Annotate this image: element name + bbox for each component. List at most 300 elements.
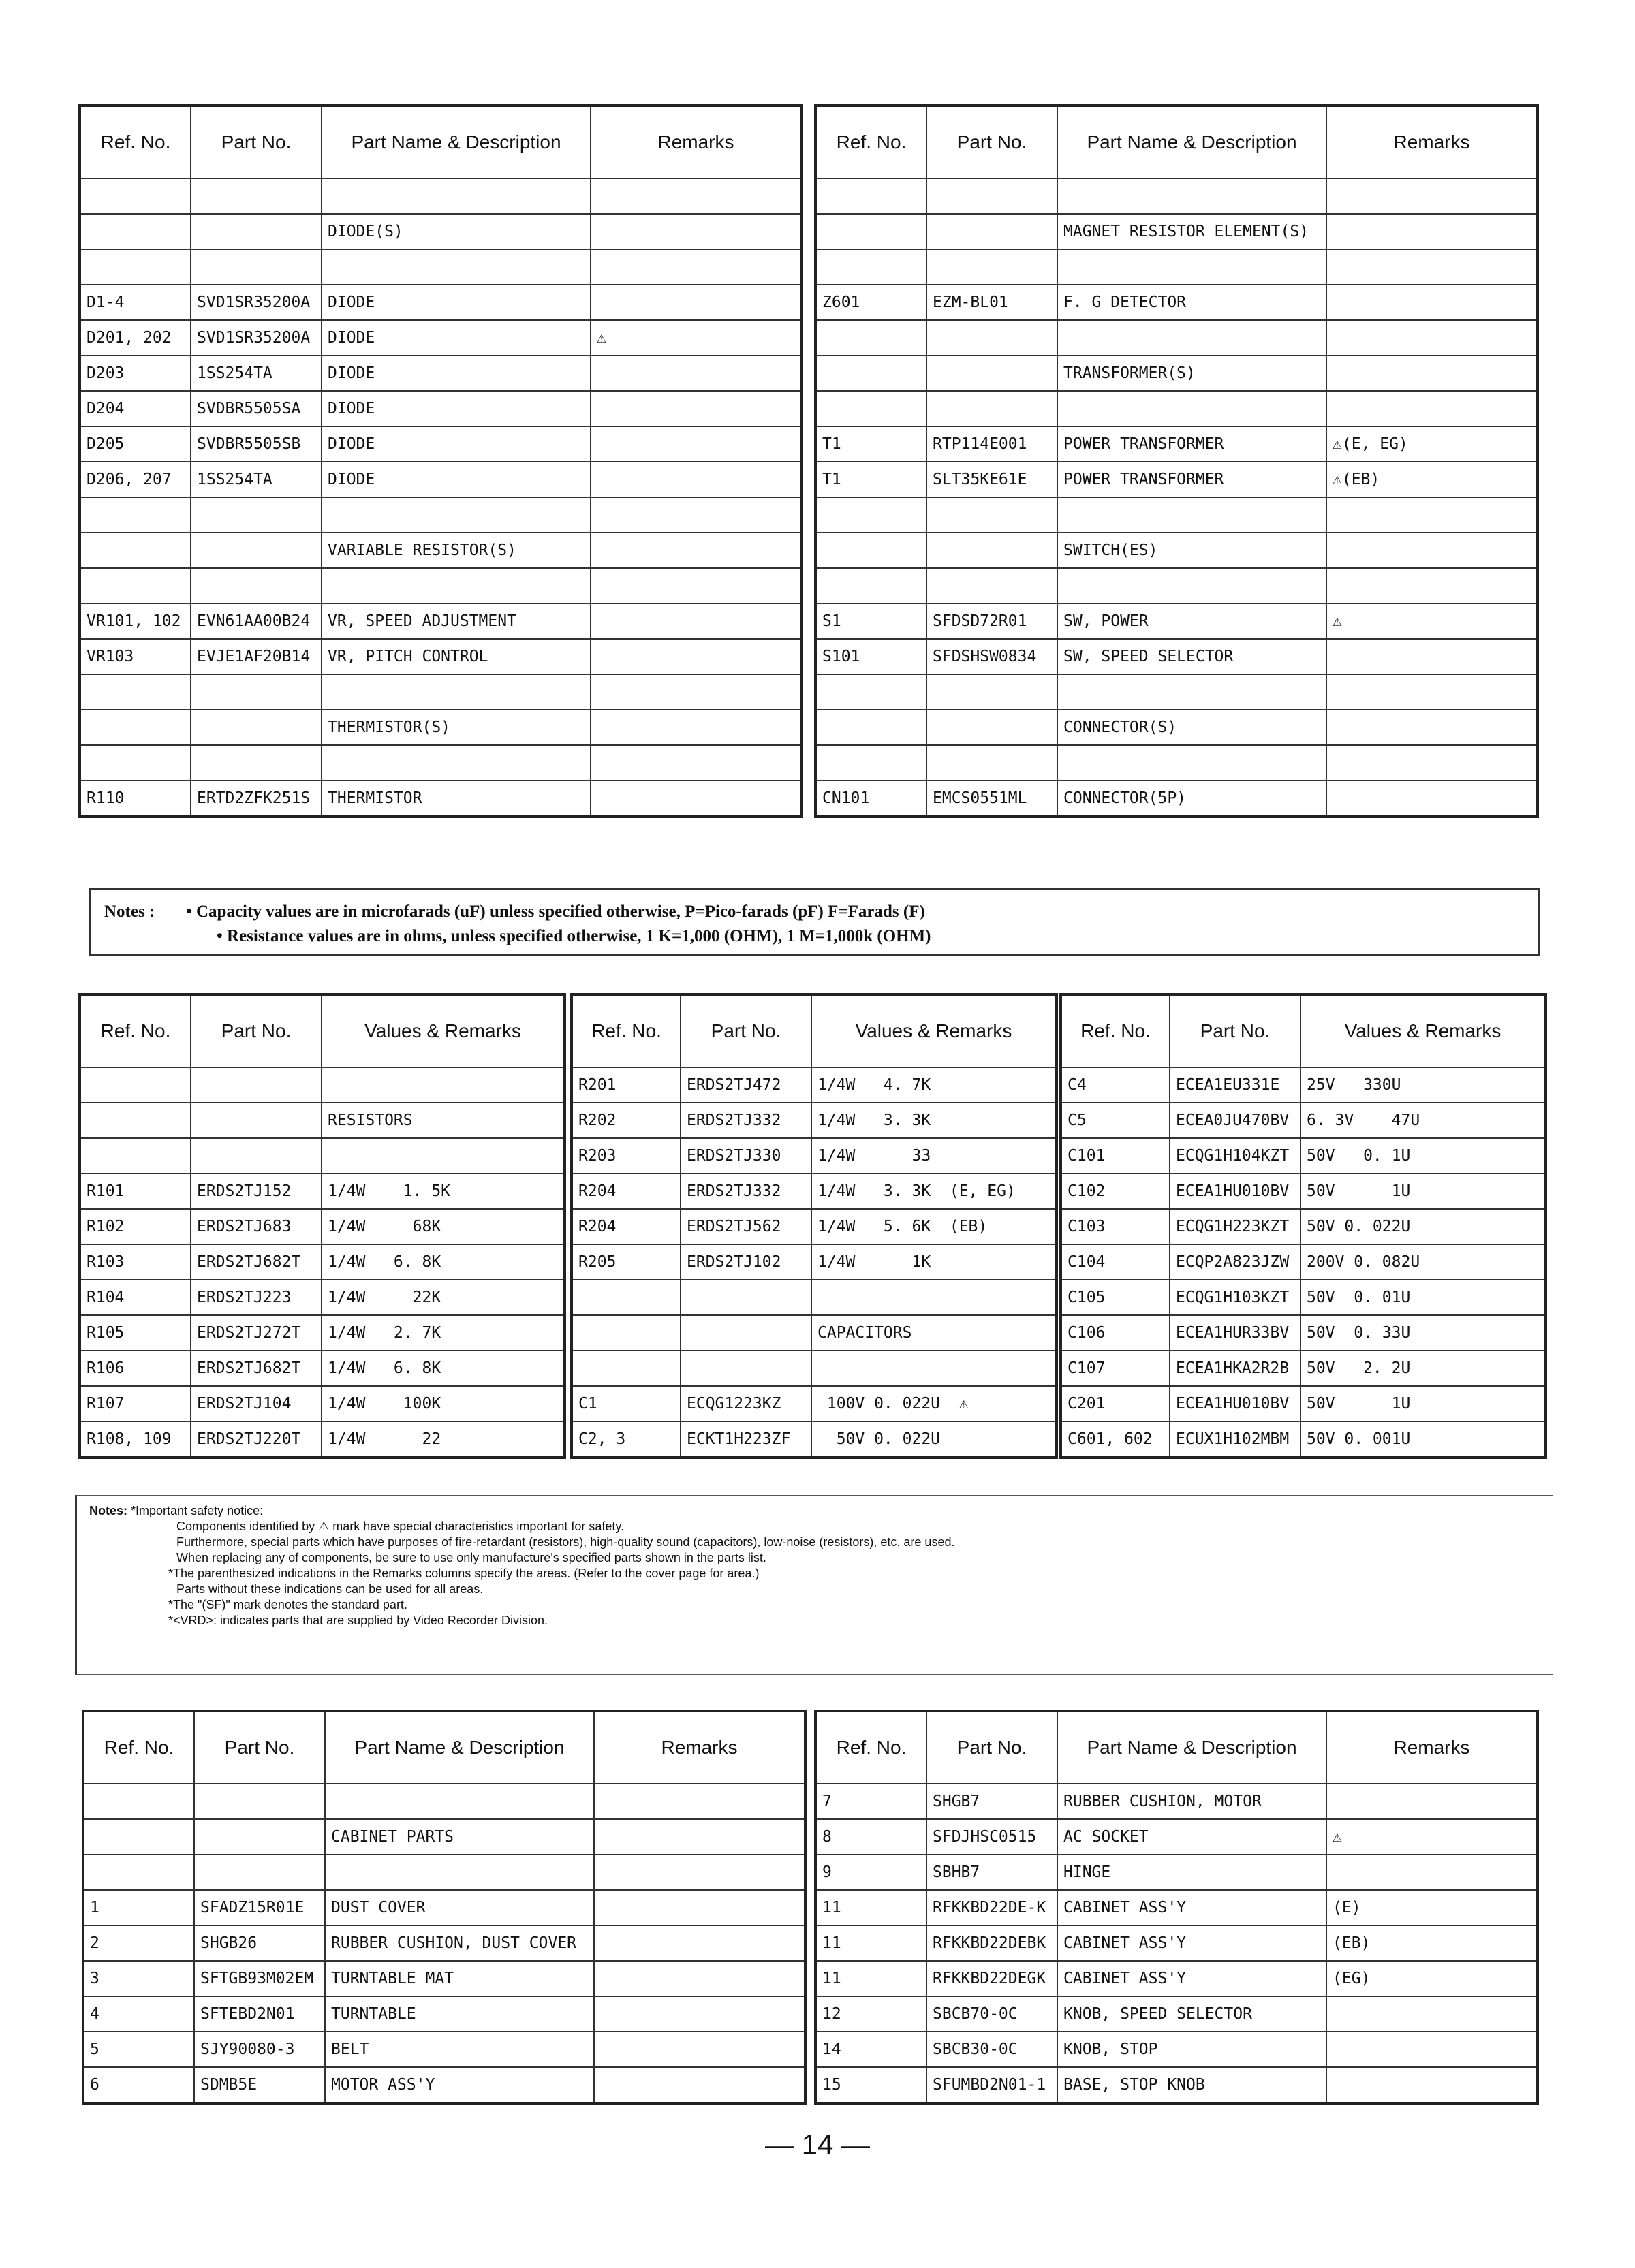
part-no-cell [926, 178, 1057, 214]
ref-no-cell [80, 214, 191, 249]
part-name-cell: TURNTABLE MAT [325, 1961, 594, 1996]
table-row [80, 1067, 565, 1103]
part-no-cell [191, 178, 322, 214]
remarks-cell [1326, 320, 1538, 356]
ref-no-cell [815, 391, 926, 426]
remarks-cell: (EB) [1326, 1925, 1538, 1961]
col-values-remarks: Values & Remarks [1301, 994, 1546, 1067]
part-name-cell [322, 178, 591, 214]
table-row [80, 1351, 565, 1386]
part-name-cell: BELT [325, 2032, 594, 2067]
part-name-cell: RUBBER CUSHION, MOTOR [1057, 1784, 1326, 1819]
values-remarks-cell: 1/4W 22K [322, 1280, 565, 1315]
ref-no-cell: C102 [1061, 1174, 1170, 1209]
safety-note-line: When replacing any of components, be sure to use only manufacture's specified parts shown in the parts list. [176, 1551, 766, 1564]
table-row [83, 1784, 805, 1819]
ref-no-cell: R107 [80, 1386, 191, 1421]
col-part-no: Part No. [926, 106, 1057, 178]
ref-no-cell: R110 [80, 781, 191, 817]
table-row [80, 462, 802, 497]
part-no-cell: ECKT1H223ZF [681, 1421, 811, 1458]
remarks-cell [591, 568, 802, 603]
ref-no-cell [815, 320, 926, 356]
remarks-cell [591, 497, 802, 533]
remarks-cell: ⚠ [1326, 1819, 1538, 1855]
part-name-cell: SW, POWER [1057, 603, 1326, 639]
values-remarks-cell: 50V 1U [1301, 1174, 1546, 1209]
ref-no-cell [80, 178, 191, 214]
part-no-cell: ERDS2TJ562 [681, 1209, 811, 1244]
ref-no-cell: C5 [1061, 1103, 1170, 1138]
remarks-cell [1326, 2067, 1538, 2103]
values-remarks-cell [322, 1067, 565, 1103]
part-name-cell: HINGE [1057, 1855, 1326, 1890]
ref-no-cell: 12 [815, 1996, 926, 2032]
sf-mark-note: *The "(SF)" mark denotes the standard part. [168, 1598, 407, 1611]
table-header-row [815, 1711, 1538, 1784]
remarks-cell [591, 285, 802, 320]
ref-no-cell [80, 497, 191, 533]
part-no-cell: EVN61AA00B24 [191, 603, 322, 639]
ref-no-cell [815, 178, 926, 214]
transformer-switch-table [814, 104, 1539, 818]
part-no-cell [926, 249, 1057, 285]
table-row [572, 1174, 1057, 1209]
part-name-cell: SWITCH(ES) [1057, 533, 1326, 568]
values-remarks-cell: 1/4W 22 [322, 1421, 565, 1458]
values-remarks-cell: 1/4W 3. 3K (E, EG) [811, 1174, 1057, 1209]
table-row [83, 1890, 805, 1925]
remarks-cell [1326, 249, 1538, 285]
remarks-cell [594, 1855, 805, 1890]
part-no-cell: ECQG1H223KZT [1170, 1209, 1301, 1244]
values-remarks-cell [322, 1138, 565, 1174]
ref-no-cell: CN101 [815, 781, 926, 817]
part-no-cell: ECEA1EU331E [1170, 1067, 1301, 1103]
table-body [1061, 1067, 1546, 1458]
part-name-cell: TURNTABLE [325, 1996, 594, 2032]
part-name-cell: TRANSFORMER(S) [1057, 356, 1326, 391]
part-no-cell [191, 1138, 322, 1174]
ref-no-cell: 4 [83, 1996, 194, 2032]
ref-no-cell: C1 [572, 1386, 681, 1421]
part-no-cell: SLT35KE61E [926, 462, 1057, 497]
part-name-cell: POWER TRANSFORMER [1057, 462, 1326, 497]
ref-no-cell: 15 [815, 2067, 926, 2103]
part-no-cell: ECUX1H102MBM [1170, 1421, 1301, 1458]
part-no-cell: SJY90080-3 [194, 2032, 325, 2067]
table-row [1061, 1421, 1546, 1458]
ref-no-cell: D204 [80, 391, 191, 426]
part-no-cell: ERDS2TJ272T [191, 1315, 322, 1351]
safety-notice-title: *Important safety notice: [131, 1504, 264, 1517]
col-ref-no: Ref. No. [815, 106, 926, 178]
table-row [815, 249, 1538, 285]
ref-no-cell [815, 497, 926, 533]
table-row [815, 710, 1538, 745]
values-remarks-cell: 1/4W 33 [811, 1138, 1057, 1174]
ref-no-cell [815, 568, 926, 603]
diode-parts-table-block [78, 104, 800, 818]
ref-no-cell: C104 [1061, 1244, 1170, 1280]
part-no-cell: ERDS2TJ472 [681, 1067, 811, 1103]
remarks-cell [594, 1784, 805, 1819]
part-no-cell [681, 1280, 811, 1315]
part-name-cell: DIODE [322, 391, 591, 426]
part-no-cell: SHGB26 [194, 1925, 325, 1961]
transformer-switch-table-block [814, 104, 1536, 818]
part-name-cell [322, 568, 591, 603]
col-ref-no: Ref. No. [80, 106, 191, 178]
values-remarks-cell: 200V 0. 082U [1301, 1244, 1546, 1280]
ref-no-cell [80, 1138, 191, 1174]
ref-no-cell [80, 674, 191, 710]
ref-no-cell [83, 1855, 194, 1890]
table-row [83, 1961, 805, 1996]
ref-no-cell: 9 [815, 1855, 926, 1890]
values-remarks-cell: 1/4W 3. 3K [811, 1103, 1057, 1138]
ref-no-cell [815, 533, 926, 568]
col-remarks: Remarks [594, 1711, 805, 1784]
table-row [80, 391, 802, 426]
table-row [80, 745, 802, 781]
col-part-name: Part Name & Description [1057, 106, 1326, 178]
remarks-cell [591, 674, 802, 710]
table-row [80, 356, 802, 391]
part-name-cell: CABINET ASS'Y [1057, 1925, 1326, 1961]
ref-no-cell: D206, 207 [80, 462, 191, 497]
diode-parts-table [78, 104, 803, 818]
values-remarks-cell: 1/4W 1K [811, 1244, 1057, 1280]
table-row [815, 1996, 1538, 2032]
ref-no-cell: 14 [815, 2032, 926, 2067]
remarks-cell [1326, 745, 1538, 781]
part-name-cell: MAGNET RESISTOR ELEMENT(S) [1057, 214, 1326, 249]
remarks-cell: ⚠ [1326, 603, 1538, 639]
part-name-cell [322, 249, 591, 285]
part-name-cell: VR, PITCH CONTROL [322, 639, 591, 674]
part-no-cell [926, 745, 1057, 781]
table-row [80, 426, 802, 462]
part-no-cell: ERDS2TJ330 [681, 1138, 811, 1174]
ref-no-cell [80, 249, 191, 285]
remarks-cell [1326, 568, 1538, 603]
part-name-cell: CABINET PARTS [325, 1819, 594, 1855]
ref-no-cell [572, 1351, 681, 1386]
part-no-cell: EVJE1AF20B14 [191, 639, 322, 674]
part-no-cell: SFADZ15R01E [194, 1890, 325, 1925]
part-no-cell: SVD1SR35200A [191, 320, 322, 356]
ref-no-cell [80, 745, 191, 781]
ref-no-cell: R202 [572, 1103, 681, 1138]
remarks-cell [1326, 1855, 1538, 1890]
table-row [80, 1421, 565, 1458]
table-body [815, 1784, 1538, 2103]
part-name-cell [1057, 249, 1326, 285]
part-name-cell: THERMISTOR [322, 781, 591, 817]
resistors-capacitors-table [570, 993, 1058, 1459]
table-row [572, 1067, 1057, 1103]
remarks-cell: (EG) [1326, 1961, 1538, 1996]
part-name-cell [322, 745, 591, 781]
part-no-cell: SFTEBD2N01 [194, 1996, 325, 2032]
part-name-cell: CONNECTOR(5P) [1057, 781, 1326, 817]
remarks-cell [591, 462, 802, 497]
values-remarks-cell: 50V 2. 2U [1301, 1351, 1546, 1386]
remarks-cell [594, 1890, 805, 1925]
table-row [815, 178, 1538, 214]
table-row [815, 320, 1538, 356]
ref-no-cell [80, 568, 191, 603]
remarks-cell [591, 745, 802, 781]
area-note-line: Parts without these indications can be used for all areas. [176, 1582, 484, 1596]
ref-no-cell: R106 [80, 1351, 191, 1386]
part-no-cell [194, 1819, 325, 1855]
remarks-cell [594, 2032, 805, 2067]
table-body [80, 178, 802, 817]
capacitors-table-block [1059, 993, 1544, 1459]
table-row [80, 1174, 565, 1209]
ref-no-cell: R108, 109 [80, 1421, 191, 1458]
table-row [1061, 1067, 1546, 1103]
part-no-cell: ECEA0JU470BV [1170, 1103, 1301, 1138]
values-remarks-cell: 1/4W 1. 5K [322, 1174, 565, 1209]
ref-no-cell [572, 1280, 681, 1315]
table-row [815, 497, 1538, 533]
values-remarks-cell: 1/4W 6. 8K [322, 1244, 565, 1280]
part-name-cell [1057, 178, 1326, 214]
part-no-cell [194, 1855, 325, 1890]
part-name-cell: BASE, STOP KNOB [1057, 2067, 1326, 2103]
table-row [80, 603, 802, 639]
part-no-cell [681, 1315, 811, 1351]
values-remarks-cell: 6. 3V 47U [1301, 1103, 1546, 1138]
part-name-cell: DIODE [322, 426, 591, 462]
table-row [572, 1209, 1057, 1244]
remarks-cell [591, 710, 802, 745]
part-name-cell: DIODE [322, 285, 591, 320]
part-no-cell: SFUMBD2N01-1 [926, 2067, 1057, 2103]
values-remarks-cell: RESISTORS [322, 1103, 565, 1138]
col-values-remarks: Values & Remarks [811, 994, 1057, 1067]
ref-no-cell: 5 [83, 2032, 194, 2067]
part-no-cell: SFTGB93M02EM [194, 1961, 325, 1996]
table-row [815, 745, 1538, 781]
remarks-cell [591, 356, 802, 391]
part-no-cell [191, 533, 322, 568]
ref-no-cell: 11 [815, 1890, 926, 1925]
table-body [572, 1067, 1057, 1458]
table-row [80, 674, 802, 710]
part-name-cell: F. G DETECTOR [1057, 285, 1326, 320]
resistors-capacitors-table-block [570, 993, 1055, 1459]
col-remarks: Remarks [1326, 106, 1538, 178]
values-remarks-cell: 50V 0. 33U [1301, 1315, 1546, 1351]
ref-no-cell: 11 [815, 1961, 926, 1996]
values-remarks-cell: 1/4W 6. 8K [322, 1351, 565, 1386]
values-remarks-cell: 100V 0. 022U ⚠ [811, 1386, 1057, 1421]
values-remarks-cell [811, 1351, 1057, 1386]
table-row [80, 1244, 565, 1280]
table-row [1061, 1280, 1546, 1315]
table-body [83, 1784, 805, 2103]
part-no-cell: RFKKBD22DE-K [926, 1890, 1057, 1925]
part-no-cell [191, 1103, 322, 1138]
part-name-cell: DIODE [322, 320, 591, 356]
ref-no-cell: C201 [1061, 1386, 1170, 1421]
table-row [572, 1280, 1057, 1315]
values-remarks-cell: 1/4W 68K [322, 1209, 565, 1244]
part-name-cell [322, 674, 591, 710]
cabinet-parts-table-2 [814, 1710, 1539, 2105]
ref-no-cell [815, 356, 926, 391]
part-name-cell: VR, SPEED ADJUSTMENT [322, 603, 591, 639]
table-row [815, 639, 1538, 674]
remarks-cell [1326, 781, 1538, 817]
ref-no-cell [815, 214, 926, 249]
remarks-cell [591, 249, 802, 285]
ref-no-cell: T1 [815, 462, 926, 497]
table-row [83, 1819, 805, 1855]
part-no-cell [191, 568, 322, 603]
page-number: — 14 — [764, 2128, 871, 2160]
part-name-cell [1057, 745, 1326, 781]
col-ref-no: Ref. No. [815, 1711, 926, 1784]
table-row [80, 178, 802, 214]
values-remarks-cell: 1/4W 2. 7K [322, 1315, 565, 1351]
remarks-cell [1326, 2032, 1538, 2067]
part-no-cell: ERDS2TJ682T [191, 1244, 322, 1280]
ref-no-cell [80, 710, 191, 745]
part-no-cell: SDMB5E [194, 2067, 325, 2103]
part-name-cell [322, 497, 591, 533]
ref-no-cell: C601, 602 [1061, 1421, 1170, 1458]
part-no-cell: ECEA1HU010BV [1170, 1174, 1301, 1209]
cabinet-parts-table-2-block [814, 1710, 1536, 2105]
part-no-cell: SHGB7 [926, 1784, 1057, 1819]
ref-no-cell: R101 [80, 1174, 191, 1209]
part-no-cell [191, 745, 322, 781]
cabinet-parts-table-block [82, 1710, 804, 2105]
safety-note-line: Furthermore, special parts which have purposes of fire-retardant (resistors), high-quality sound (capacitors), low-noise (resistors), etc. are used. [176, 1535, 955, 1549]
table-row [1061, 1244, 1546, 1280]
remarks-cell [591, 214, 802, 249]
capacity-note: • Capacity values are in microfarads (uF) unless specified otherwise, P=Pico-farads (pF) F=Farads (F) [186, 902, 925, 921]
ref-no-cell: Z601 [815, 285, 926, 320]
remarks-cell [1326, 639, 1538, 674]
ref-no-cell: C103 [1061, 1209, 1170, 1244]
part-no-cell [926, 674, 1057, 710]
values-remarks-cell: 50V 0. 01U [1301, 1280, 1546, 1315]
col-part-no: Part No. [191, 994, 322, 1067]
values-remarks-cell: 50V 0. 001U [1301, 1421, 1546, 1458]
ref-no-cell: D205 [80, 426, 191, 462]
table-row [83, 2067, 805, 2103]
part-name-cell [1057, 391, 1326, 426]
ref-no-cell: D1-4 [80, 285, 191, 320]
table-header-row [572, 994, 1057, 1067]
part-no-cell: RTP114E001 [926, 426, 1057, 462]
part-name-cell: RUBBER CUSHION, DUST COVER [325, 1925, 594, 1961]
table-row [83, 2032, 805, 2067]
ref-no-cell: C105 [1061, 1280, 1170, 1315]
table-row [1061, 1103, 1546, 1138]
ref-no-cell: 3 [83, 1961, 194, 1996]
resistance-note: • Resistance values are in ohms, unless specified otherwise, 1 K=1,000 (OHM), 1 M=1,000k (OHM) [217, 927, 931, 945]
table-row [80, 710, 802, 745]
ref-no-cell: 7 [815, 1784, 926, 1819]
units-notes-box [89, 888, 1540, 956]
table-row [815, 2067, 1538, 2103]
part-no-cell [926, 497, 1057, 533]
part-no-cell [194, 1784, 325, 1819]
remarks-cell [1326, 710, 1538, 745]
values-remarks-cell: 50V 0. 022U [811, 1421, 1057, 1458]
part-name-cell: DIODE [322, 462, 591, 497]
part-name-cell: MOTOR ASS'Y [325, 2067, 594, 2103]
table-row [815, 1925, 1538, 1961]
ref-no-cell: C107 [1061, 1351, 1170, 1386]
table-row [572, 1386, 1057, 1421]
ref-no-cell: 2 [83, 1925, 194, 1961]
part-no-cell: EZM-BL01 [926, 285, 1057, 320]
col-part-no: Part No. [194, 1711, 325, 1784]
part-no-cell: ERDS2TJ223 [191, 1280, 322, 1315]
ref-no-cell: T1 [815, 426, 926, 462]
table-row [572, 1138, 1057, 1174]
table-row [572, 1244, 1057, 1280]
ref-no-cell: 8 [815, 1819, 926, 1855]
table-row [572, 1351, 1057, 1386]
part-name-cell: POWER TRANSFORMER [1057, 426, 1326, 462]
part-no-cell [926, 568, 1057, 603]
ref-no-cell [80, 1103, 191, 1138]
col-ref-no: Ref. No. [83, 1711, 194, 1784]
remarks-cell [594, 1925, 805, 1961]
table-row [815, 285, 1538, 320]
part-no-cell: RFKKBD22DEGK [926, 1961, 1057, 1996]
table-body [80, 1067, 565, 1458]
ref-no-cell [815, 674, 926, 710]
part-name-cell [1057, 674, 1326, 710]
ref-no-cell [83, 1784, 194, 1819]
resistors-table-block [78, 993, 563, 1459]
table-row [815, 533, 1538, 568]
table-row [83, 1996, 805, 2032]
part-name-cell: CABINET ASS'Y [1057, 1890, 1326, 1925]
ref-no-cell: S1 [815, 603, 926, 639]
part-name-cell: KNOB, STOP [1057, 2032, 1326, 2067]
part-no-cell [926, 391, 1057, 426]
table-row [572, 1421, 1057, 1458]
part-name-cell [325, 1784, 594, 1819]
part-no-cell: SVDBR5505SB [191, 426, 322, 462]
part-name-cell: KNOB, SPEED SELECTOR [1057, 1996, 1326, 2032]
table-row [80, 249, 802, 285]
part-name-cell: DIODE [322, 356, 591, 391]
remarks-cell [1326, 497, 1538, 533]
table-row [815, 356, 1538, 391]
values-remarks-cell: 1/4W 4. 7K [811, 1067, 1057, 1103]
remarks-cell [594, 1961, 805, 1996]
part-no-cell: SFDSHSW0834 [926, 639, 1057, 674]
ref-no-cell: VR101, 102 [80, 603, 191, 639]
part-name-cell [1057, 320, 1326, 356]
ref-no-cell [815, 249, 926, 285]
table-row [83, 1925, 805, 1961]
part-no-cell: SBCB70-0C [926, 1996, 1057, 2032]
ref-no-cell: S101 [815, 639, 926, 674]
